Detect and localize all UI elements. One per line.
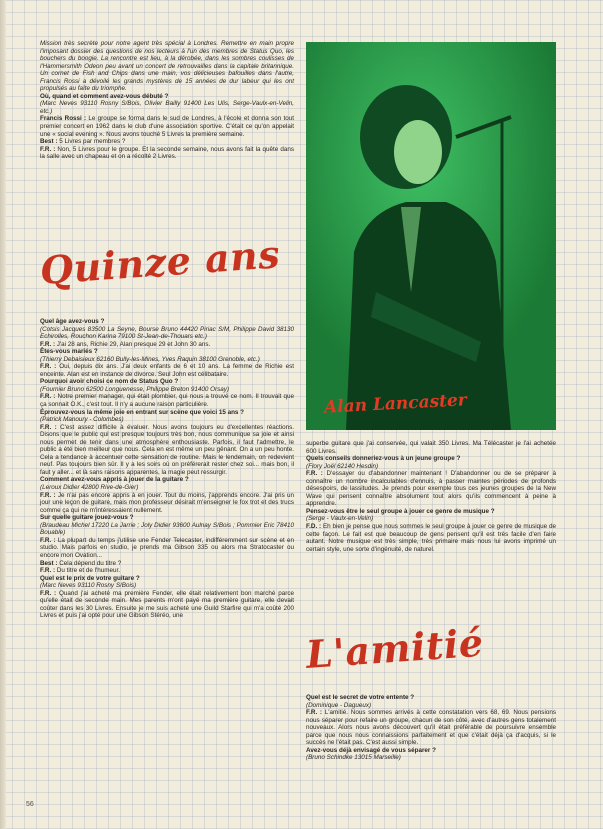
answer-text: Notre premier manager, qui était plombier, qui nous a trouvé ce nom. Il trouvait que ça sonnait O.K., c'est tout. Il n'y a aucune raison particulière.: [40, 393, 294, 409]
question-source: (Patrick Manoury - Colombes): [40, 416, 124, 424]
answer-text: Eh bien je pense que nous sommes le seul groupe à jouer ce genre de musique de cette façon. Le fait est que beaucoup de gens pensent qu'il est très facile d'en faire autant. Notre musique est très simple, très primaire mais nous lui avons imprimé un certain style, une sorte d'ingénuité, de naturel.: [306, 523, 556, 553]
q11-block: [306, 694, 556, 747]
page-binding-edge: [0, 0, 6, 829]
question-label: Best :: [40, 138, 58, 146]
q6-block: [40, 476, 294, 514]
r1-block: superbe guitare que j'ai conservée, qui valait 350 Livres. Ma Télécaster je l'ai achetée 600 Livres.: [306, 440, 556, 455]
answer-text: Oui, depuis dix ans. J'ai deux enfants de 6 et 10 ans. La femme de Richie est enceinte. Alan est en instance de divorce. Seul John est célibataire.: [40, 363, 294, 378]
answer-text: L'amitié. Nous sommes arrivés à cette constatation vers 68, 69. Nous pensions nous séparer pour refaire un groupe, chacun de son côté, avec d'autres gens totalement nouveaux. Alors nous avons découvert qu'il était préférable de poursuivre ensemble parce que nous nous connaissions parfaitement et que c'était déjà ça d'acquis, si le succès ne l'était pas. C'est aussi simple.: [306, 709, 556, 747]
answer-speaker: F.R. :: [40, 423, 57, 431]
answer-speaker: F.R. :: [40, 340, 56, 348]
question-text: Comment avez-vous appris à jouer de la guitare ?: [40, 476, 189, 484]
section-heading-quinze-ans: Quinze ans: [38, 231, 282, 293]
q5-block: [40, 409, 294, 477]
question-source: (Fournier Bruno 62500 Longuenesse, Philippe Breton 91400 Orsay): [40, 385, 230, 393]
question-text: Quels conseils donneriez-vous à un jeune groupe ?: [306, 455, 461, 463]
q4-block: [40, 378, 294, 408]
intro-paragraph: Mission très secrète pour notre agent très spécial à Londres. Remettre en main propre l'imposant dossier des questions de nos lecteurs à l'un des membres de Status Quo, les bouchers du boogie. La rencontre est lieu, à la dérobée, dans les sombres coulisses de l'Hammersmith Odeon peu avant un concert de retrouvailles dans la capitale britannique. Un cornet de Fish and Chips dans une main, vos délicieuses bafouilles dans l'autre, Francis Rossi a dévoilé les grands mystères de 15 années de dur labeur qui les ont propulsés au faîte du triomphe.: [40, 40, 294, 93]
answer-speaker: F.R. :: [40, 393, 56, 401]
answer-text: Le groupe se forma dans le sud de Londres, à l'école et donna son tout premier concert en 1962 dans le club d'une association sportive. C'était ce qu'on appelait une « social evening ». Nous avons touché 5 Livres la première semaine.: [40, 115, 294, 138]
right-column-top: [306, 440, 556, 553]
answer-speaker: Francis Rossi :: [40, 115, 87, 123]
question-source: (Dominique - Dagueux): [306, 701, 372, 709]
question-text: 5 Livres par membres ?: [57, 138, 126, 146]
question-text: Quel est le secret de votre entente ?: [306, 694, 415, 701]
answer-speaker: F.R. :: [306, 470, 323, 478]
q3-block: [40, 348, 294, 378]
answer-speaker: F.R. :: [306, 709, 323, 717]
question-text: Quel âge avez-vous ?: [40, 318, 105, 325]
question-text: Sur quelle guitare jouez-vous ?: [40, 514, 134, 522]
question-text: Pourquoi avoir choisi ce nom de Status Quo ?: [40, 378, 179, 386]
question-text: Êtes-vous mariés ?: [40, 348, 98, 356]
answer-speaker: F.R. :: [40, 567, 56, 575]
q7-block: [40, 514, 294, 559]
question-text: Où, quand et comment avez-vous débuté ?: [40, 92, 169, 100]
question-source: (Thierry Debaisieux 62160 Bully-les-Mines, Yves Raquin 38100 Grenoble, etc.): [40, 355, 260, 363]
question-source: (Marc Neves 93110 Rosny S/Bois): [40, 582, 137, 590]
q10-block: [306, 508, 556, 553]
section-heading-amitie: L'amitié: [304, 619, 485, 677]
answer-speaker: F.R. :: [40, 145, 56, 153]
guitarist-silhouette-icon: [306, 42, 556, 430]
question-label: Best :: [40, 559, 58, 567]
answer-speaker: F.R. :: [40, 589, 57, 597]
page-number: 56: [26, 801, 34, 808]
answer-text: Non, 5 Livres pour le groupe. Et la seconde semaine, nous avons fait la quête dans la salle avec un chapeau et on a récolté 2 Livres.: [40, 145, 294, 161]
answer-text: Je n'ai pas encore appris à en jouer. Tout du moins, j'apprends encore. J'ai pris un jour une leçon de guitare, mais mon professeur désirait m'enseigner le fox trot et des trucs comme ça qui ne m'intéressaient nullement.: [40, 491, 294, 514]
question-text: Éprouvez-vous la même joie en entrant sur scène que voici 15 ans ?: [40, 408, 245, 416]
answer-speaker: F.R. :: [40, 536, 56, 544]
q12-block: [306, 747, 556, 762]
left-column-top: [40, 40, 294, 161]
answer-speaker: F.R. :: [40, 491, 56, 499]
answer-speaker: F.D. :: [306, 523, 322, 531]
question-source: (Leroux Didier 42800 Rive-de-Gier): [40, 484, 139, 492]
q1-block: [40, 93, 294, 138]
answer-text: Quand j'ai acheté ma première Fender, elle était relativement bon marché parce qu'elle était de seconde main. Mes parents m'ont payé ma première guitare, elle devait coûter dans les 30 Livres. Ensuite je me suis acheté une Guild Starfire qui m'a coûté 200 Livres et puis j'ai opté pour une Gibson Stéréo, une: [40, 589, 294, 620]
question-source: (Flory Joël 62140 Hesdin): [306, 462, 379, 470]
q8-block: [40, 575, 294, 620]
q7b-block: [40, 560, 294, 575]
question-text: Quel est le prix de votre guitare ?: [40, 574, 140, 582]
question-source: (Cotsis Jacques 83500 La Seyne, Bourse Bruno 44420 Piriac S/M, Philippe David 38130 Echirolles, Rouchon Karina 79100 St-Jean-de-Thouars etc.): [40, 325, 294, 341]
q2-block: [40, 318, 294, 348]
left-column-bottom: [40, 318, 294, 620]
photo-caption: Alan Lancaster: [323, 390, 468, 418]
question-source: (Braudeau Michel 17220 La Jarrie ; Joly Didier 93600 Aulnay S/Bois ; Pommier Eric 78410 Bouable): [40, 521, 294, 537]
question-text: Cela dépend du titre ?: [57, 559, 122, 567]
band-member-photo: [306, 42, 556, 430]
right-column-bottom: [306, 694, 556, 762]
answer-text: La plupart du temps j'utilise une Fender Telecaster, indifféremment sur scène et en studio. Mais parfois en studio, je prends ma Gibson 335 ou alors ma Stratocaster ou encore mon Ovation...: [40, 536, 295, 559]
question-source: (Marc Neves 93110 Rosny S/Bois, Olivier Bailly 91400 Les Ulis, Serge-Vaulx-en-Velin, etc.): [40, 100, 294, 115]
q9-block: [306, 455, 556, 508]
question-text: Pensez-vous être le seul groupe à jouer ce genre de musique ?: [306, 507, 495, 515]
q1b-block: [40, 138, 294, 161]
question-text: Avez-vous déjà envisagé de vous séparer ?: [306, 746, 436, 754]
answer-text: D'essayer ou d'abandonner maintenant ! D'abandonner ou de se préparer à connaître un nombre incalculables d'ennuis, à passer maintes périodes de profonds désespoirs, de lassitudes. Je prends pour exemple tous ces jeunes groupes de la New Wave qui pensent connaître absolument tout alors qu'ils commencent à peine à apprendre.: [306, 470, 556, 508]
answer-speaker: F.R. :: [40, 363, 57, 371]
question-source: (Bruno Schindke 13015 Marseille): [306, 754, 401, 762]
question-source: (Serge - Vaulx-en-Velin): [306, 515, 374, 523]
answer-text: J'ai 28 ans, Richie 29, Alan presque 29 et John 30 ans.: [55, 340, 211, 348]
answer-text: C'est assez difficile à évaluer. Nous avons toujours eu d'excellentes réactions. Disons que le public qui est presque toujours très bon, nous communique sa joie et ainsi nous permet de tenir dans une atmosphère enthousiaste. Parfois, il faut l'admettre, le public a été bien meilleur que nous. Cela en est même un peu gênant. On a un peu honte. Cela a tendance à accentuer cette sensation de routine. Mais le lendemain, on redevient neuf. Pas toujours bien sûr. Il y a les soirs où on préférerait rester chez soi... mais bon, il faut y aller... et là sans raisons apparentes, la magie peut ressurgir.: [40, 423, 295, 476]
answer-text: Du titre et de l'humeur.: [55, 567, 120, 575]
